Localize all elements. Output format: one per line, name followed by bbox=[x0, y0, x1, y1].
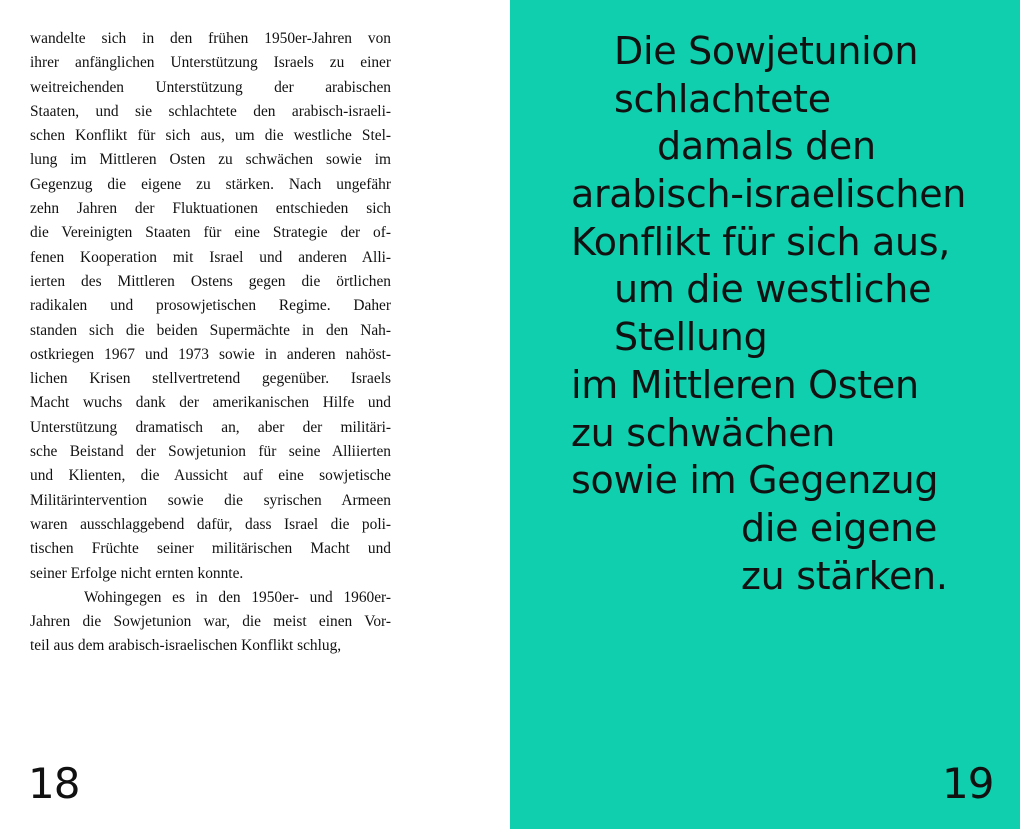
quote-line: um die westliche bbox=[614, 267, 932, 312]
body-line: standen sich die beiden Supermächte in den Nah- bbox=[30, 321, 391, 339]
body-line: schen Konflikt für sich aus, um die westliche Stel- bbox=[30, 127, 391, 145]
body-line: waren ausschlaggebend dafür, dass Israel die poli- bbox=[30, 515, 391, 533]
body-line: ihrer anfänglichen Unterstützung Israels zu einer bbox=[30, 54, 391, 72]
right-page bbox=[510, 0, 1020, 829]
body-line: lung im Mittleren Osten zu schwächen sowie im bbox=[30, 151, 391, 169]
pull-quote bbox=[510, 28, 1020, 600]
quote-line: arabisch-israelischen bbox=[571, 172, 967, 217]
body-line: teil aus dem arabisch-israelischen Konflikt schlug, bbox=[30, 637, 342, 655]
quote-line: zu schwächen bbox=[571, 410, 836, 455]
body-line: wandelte sich in den frühen 1950er-Jahren von bbox=[30, 30, 391, 47]
quote-line: Konflikt für sich aus, bbox=[571, 219, 951, 264]
body-line: fenen Kooperation mit Israel und anderen Alli- bbox=[30, 248, 391, 266]
quote-line: schlachtete bbox=[614, 76, 831, 121]
body-line: sche Beistand der Sowjetunion für seine Alliierten bbox=[30, 443, 391, 461]
body-line: zehn Jahren der Fluktuationen entschieden sich bbox=[30, 200, 391, 218]
body-line: weitreichenden Unterstützung der arabischen bbox=[30, 78, 391, 96]
quote-line: zu stärken. bbox=[741, 553, 948, 598]
body-line: Jahren die Sowjetunion war, die meist einen Vor- bbox=[30, 613, 391, 631]
body-line: Gegenzug die eigene zu stärken. Nach ungefähr bbox=[30, 175, 391, 193]
page-number-left: 18 bbox=[28, 759, 80, 808]
body-line: seiner Erfolge nicht ernten konnte. bbox=[30, 564, 244, 582]
quote-line: die eigene bbox=[741, 505, 938, 550]
quote-line: Stellung bbox=[614, 315, 768, 360]
body-line: und Klienten, die Aussicht auf eine sowjetische bbox=[30, 467, 391, 485]
quote-line: im Mittleren Osten bbox=[571, 362, 919, 407]
body-text bbox=[30, 27, 391, 659]
page-number-right: 19 bbox=[942, 759, 994, 808]
quote-line: Die Sowjetunion bbox=[614, 29, 919, 73]
quote-line: sowie im Gegenzug bbox=[571, 458, 939, 503]
body-line: Macht wuchs dank der amerikanischen Hilfe und bbox=[30, 394, 391, 412]
body-line: radikalen und prosowjetischen Regime. Daher bbox=[30, 297, 391, 315]
body-line: tischen Früchte seiner militärischen Macht und bbox=[30, 540, 391, 558]
body-line: Wohingegen es in den 1950er- und 1960er- bbox=[84, 588, 391, 606]
body-line: Staaten, und sie schlachtete den arabisch-israeli- bbox=[30, 102, 391, 120]
quote-line: damals den bbox=[657, 124, 876, 169]
body-line: die Vereinigten Staaten für eine Strategie der of- bbox=[30, 224, 391, 242]
body-line: lichen Krisen stellvertretend gegenüber. Israels bbox=[30, 370, 391, 388]
body-line: ostkriegen 1967 und 1973 sowie in anderen nahöst- bbox=[30, 345, 391, 363]
body-line: Militärintervention sowie die syrischen Armeen bbox=[30, 491, 391, 509]
body-line: Unterstützung dramatisch an, aber der militäri- bbox=[30, 418, 391, 436]
body-line: ierten des Mittleren Ostens gegen die örtlichen bbox=[30, 272, 391, 290]
